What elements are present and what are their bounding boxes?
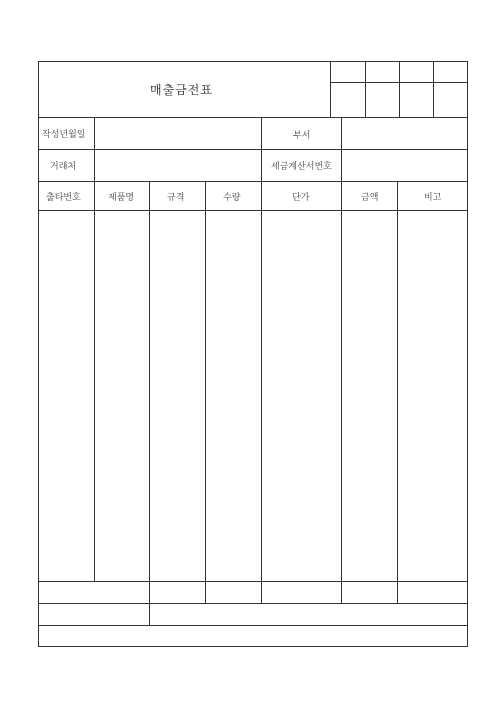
column-header-quantity: 수량	[223, 193, 241, 203]
dept-label: 부서	[293, 131, 311, 141]
column-header-spec: 규격	[167, 193, 185, 203]
column-header-amount: 금액	[361, 193, 379, 203]
invoice-label: 세금계산서번호	[271, 162, 332, 172]
form-title: 매출금전표	[150, 83, 213, 97]
column-header-unit-price: 단가	[292, 193, 310, 203]
column-header-product: 제품명	[108, 193, 135, 203]
column-header-remarks: 비고	[424, 193, 442, 203]
column-header-order-no: 출타번호	[46, 193, 81, 203]
client-label: 거래처	[50, 162, 77, 172]
date-label: 작성년월일	[42, 130, 86, 140]
